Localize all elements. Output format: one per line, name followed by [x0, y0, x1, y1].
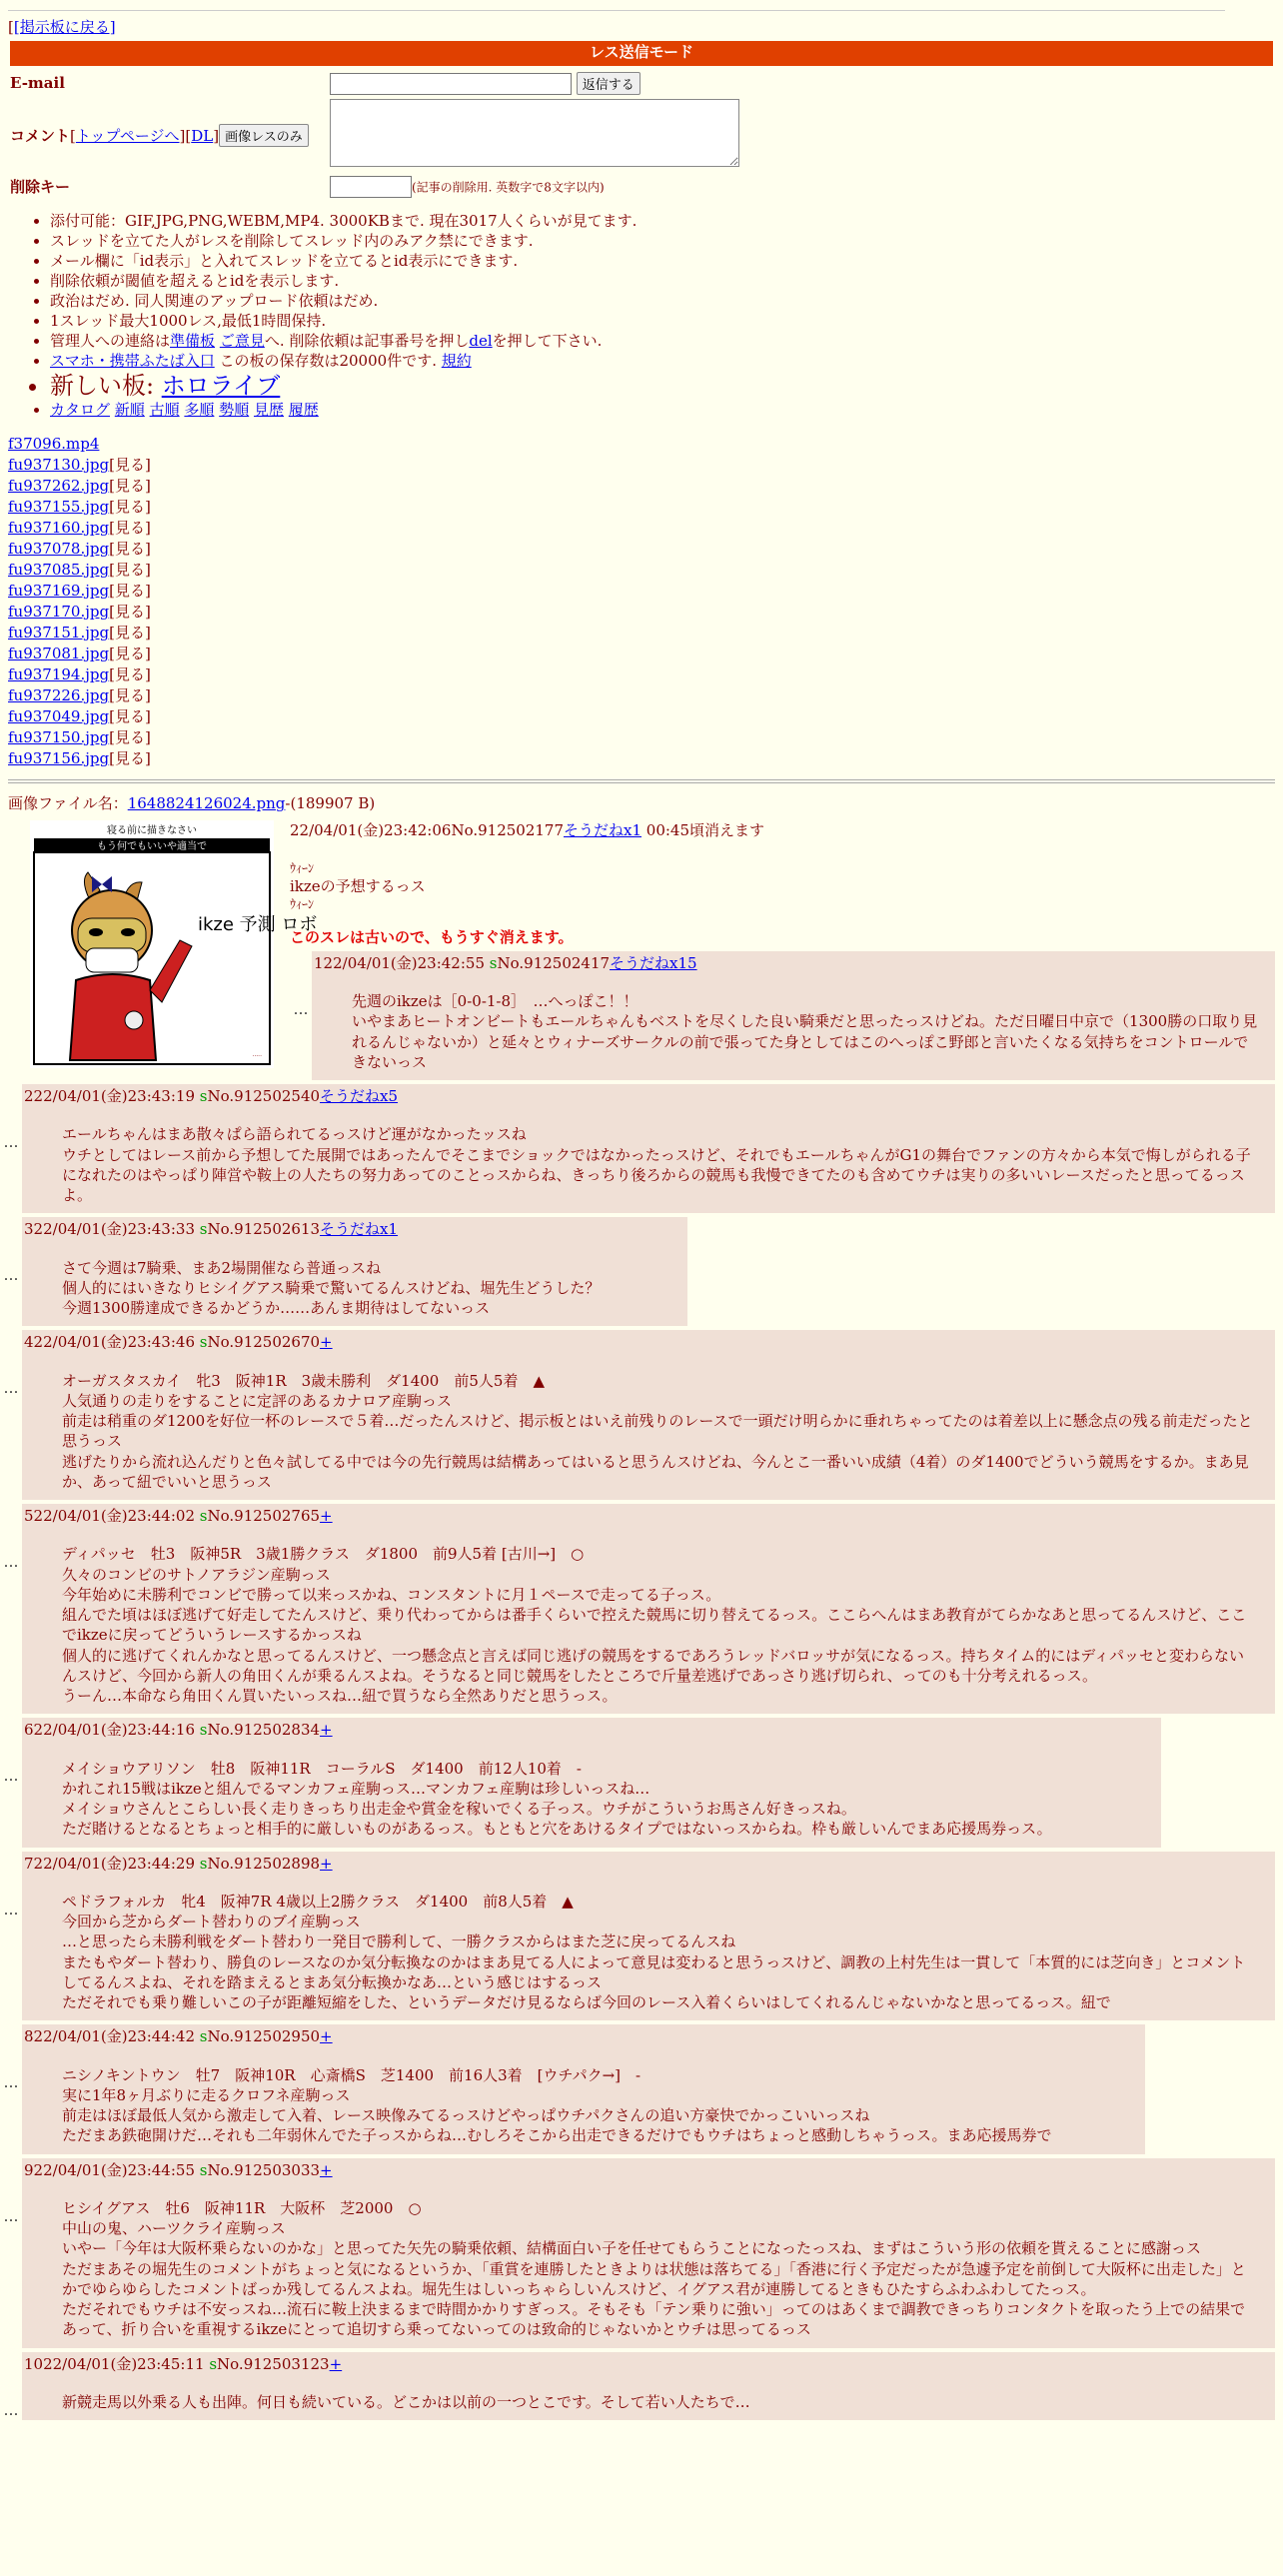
image-file-info: [8, 793, 1275, 813]
reply-line: 個人的に逃げてくれんかなと思ってるんスけど、一つ懸念点と言えば同じ逃げの競馬をするであろうレッドバロッサが気になるっス。持ちタイム的にはディパッセと変わらないんスけど、今回から新人の角田くんが乗るんスよね。そうなると同じ競馬をしたところで斤量差逃げであっさり逃げ切られ、ってのも十分考えれるっス。: [62, 1646, 1245, 1685]
soudane-link[interactable]: そうだねx15: [610, 953, 697, 972]
reply-post: [22, 1217, 687, 1326]
reply-date: 22/04/01(金)23:44:02: [33, 1507, 195, 1526]
file-link[interactable]: f37096.mp4: [8, 435, 100, 454]
reply-post: [22, 1504, 1275, 1714]
reply-post: [22, 1852, 1275, 2021]
file-item: [8, 560, 1275, 581]
view-link[interactable]: [見る]: [109, 749, 151, 768]
old-thread-warning: このスレは古いので、もうすぐ消えます。: [290, 927, 574, 946]
reply-sage: s: [199, 1721, 208, 1740]
reply-row: [0, 2024, 1275, 2153]
opinion-link[interactable]: ご意見: [219, 331, 265, 350]
reply-line: 今回から芝からダート替わりのブイ産駒っス: [62, 1913, 361, 1932]
reply-line: 前走はほぼ最低人気から激走して入着、レース映像みてるっスけどやっぱウチパクさんの追い方豪快でかっこいいっスね: [62, 2106, 870, 2125]
reply-no[interactable]: No.912502765: [207, 1507, 321, 1526]
view-link[interactable]: [見る]: [109, 644, 151, 663]
reply-meta: [24, 1086, 1267, 1106]
file-item: [8, 476, 1275, 497]
file-item: [8, 664, 1275, 685]
delete-key-label: 削除キー: [10, 178, 71, 197]
view-link[interactable]: [見る]: [109, 540, 151, 559]
dl-link[interactable]: DL: [191, 127, 214, 146]
reply-post: [22, 1330, 1275, 1500]
reply-line: ただそれでもウチは不安っスね…流石に鞍上決まるまで時間かかりすぎっス。そもそも「テン乗りに強い」ってのはあくまで調教できっちりコンタクトを取ったう上での結果であって、折り合いを重視するikzeにとって追切すら乗ってないってのは致命的じゃないかとウチは思ってるっス: [62, 2300, 1246, 2339]
soudane-link[interactable]: +: [320, 2027, 333, 2046]
reply-line: ただそれでも乗り難しいこの子が距離短縮をした、というデータだけ見るならば今回のレース入着くらいはしてくれるんじゃないかなと思ってるっス。紐で: [62, 1993, 1111, 2012]
image-file-link[interactable]: 1648824126024.png: [127, 794, 286, 813]
reply-marker: …: [3, 1133, 19, 1152]
reply-line: ただ賭けるとなるとちょっと相手的に厳しいものがあるっス。もともと穴をあけるタイプではないっスからね。枠も厳しいんでまあ応援馬券っス。: [62, 1820, 1052, 1839]
reply-body: [62, 1371, 1259, 1493]
file-link[interactable]: fu937150.jpg: [8, 728, 110, 747]
view-link[interactable]: [見る]: [109, 665, 151, 684]
file-item: [8, 518, 1275, 539]
reply-no[interactable]: No.912502417: [497, 953, 611, 972]
reply-marker: …: [3, 2400, 19, 2419]
reply-line: さて今週は7騎乗、まあ2場開催なら普通っスね: [62, 1258, 382, 1277]
reply-number: 3: [24, 1220, 34, 1239]
reply-no[interactable]: No.912503123: [217, 2354, 330, 2373]
reply-body: [62, 1124, 1259, 1205]
thread-divider: [8, 779, 1275, 783]
reply-marker: …: [3, 2073, 19, 2092]
reply-line: 新競走馬以外乗る人も出陣。何日も続いている。どこかは以前の一つとこです。そして若い人たちで…: [62, 2392, 750, 2411]
reply-sage: s: [199, 1333, 208, 1352]
file-link[interactable]: fu937155.jpg: [8, 498, 110, 517]
op-date-number: 22/04/01(金)23:42:06No.912502177: [290, 820, 564, 839]
reply-row: [0, 2158, 1275, 2348]
soudane-link[interactable]: +: [320, 1507, 333, 1526]
reply-line: ただまあ鉄砲開けだ…それも二年弱休んでた子っスからね…むしろそこから出走できるだけでもウチはちょっと感動しちゃうっス。まあ応援馬券で: [62, 2126, 1052, 2145]
reply-body: [62, 2392, 1259, 2412]
reply-date: 22/04/01(金)23:43:19: [33, 1087, 195, 1106]
reply-date: 22/04/01(金)23:44:16: [33, 1721, 195, 1740]
reply-body: [62, 1258, 671, 1319]
reply-sage: s: [199, 1854, 208, 1873]
sort-old-link[interactable]: 古順: [149, 400, 180, 419]
reply-row: [0, 1504, 1275, 1714]
reply-marker: …: [3, 1767, 19, 1786]
reply-row: [0, 1718, 1275, 1847]
reply-post: [22, 1084, 1275, 1213]
file-item: [8, 497, 1275, 518]
rule-admin-contact: [50, 332, 1275, 352]
reply-line: 先週のikzeは［0-0-1-8］ …へっぽこ！！: [352, 992, 639, 1011]
file-item: [8, 434, 1275, 455]
comment-textarea[interactable]: [330, 99, 739, 167]
soudane-link[interactable]: +: [320, 1721, 333, 1740]
reply-meta: [24, 2026, 1137, 2046]
reply-post: [22, 1718, 1161, 1847]
reply-marker: …: [3, 2206, 19, 2225]
reply-date: 22/04/01(金)23:44:42: [33, 2027, 195, 2046]
file-item: [8, 748, 1275, 769]
op-expire-text: 00:45頃消えます: [642, 820, 765, 839]
view-history-link[interactable]: 見歴: [253, 400, 284, 419]
reply-no[interactable]: No.912502898: [207, 1854, 321, 1873]
view-link[interactable]: [見る]: [109, 456, 151, 475]
reply-line: 組んでた頃はほぼ逃げて好走してたんスけど、乗り代わってからは番手くらいで控えた競馬に切り替えてるっス。ここらへんはまあ教育がてらかなあと思ってるんスけど、ここでikzeに戻ってどういうレースするかっスね: [62, 1606, 1247, 1645]
file-link[interactable]: fu937169.jpg: [8, 582, 110, 601]
op-line: ｳｨｰﾝ: [290, 860, 315, 875]
reply-line: メイショウさんとこらしい長く走りきっちり出走金や賞金を稼いでくる子っス。ウチがこういうお馬さん好きっスね。: [62, 1800, 856, 1819]
reply-row: [0, 1330, 1275, 1500]
reply-number: 10: [24, 2354, 44, 2373]
reply-sage: s: [199, 1087, 208, 1106]
reply-line: ウチとしてはレース前から予想してた展開ではあったんでそこまでショックではなかったっスけど、それでもエールちゃんがG1の舞台でファンの方々から本気で悔しがられる子になれたのはやっぱり陣営や鞍上の人たちの努力あってのことっスからね、きっちり後ろからの競馬も我慢できてたのも含めてウチは実りの多いいレースだったと思ってるっスよ。: [62, 1145, 1251, 1205]
rule-item: • 1スレッド最大1000レス,最低1時間保持.: [50, 312, 1275, 332]
rule-item: • メール欄に「id表示」と入れてスレッドを立てるとid表示にできます.: [50, 252, 1275, 272]
rule-item: • スレッドを立てた人がレスを削除してスレッド内のみアク禁にできます.: [50, 232, 1275, 252]
reply-post: [22, 2352, 1275, 2421]
view-link[interactable]: [見る]: [109, 519, 151, 538]
file-item: [8, 581, 1275, 602]
new-board-label: 新しい板:: [50, 371, 162, 400]
reply-number: 5: [24, 1507, 34, 1526]
reply-line: うーん…本命なら角田くん買いたいっスね…紐で買うなら全然ありだと思うっス。: [62, 1687, 618, 1706]
reply-no[interactable]: No.912502950: [207, 2027, 321, 2046]
file-link[interactable]: fu937194.jpg: [8, 665, 110, 684]
rule-item: • 削除依頼が閾値を超えるとidを表示します.: [50, 272, 1275, 292]
reply-line: ニシノキントウン 牡7 阪神10R 心斎橋S 芝1400 前16人3着 [ウチパク→] -: [62, 2065, 642, 2084]
file-item: [8, 623, 1275, 644]
reply-row: [0, 2352, 1275, 2421]
reply-line: 今年始めに未勝利でコンビで勝って以来っスかね、コンスタントに月１ペースで走ってる子っス。: [62, 1585, 721, 1604]
reply-body: [62, 1892, 1259, 2013]
file-link[interactable]: fu937081.jpg: [8, 644, 110, 663]
reply-form: E-mail 返信する コメント[トップページへ][DL] 画像レスのみ 削除キー (記事の削除用. 英数字で8文字以内): [8, 70, 741, 201]
img-caption-top: 寝る前に描きなさい: [107, 824, 197, 836]
reply-number: 1: [314, 953, 324, 972]
view-link[interactable]: [見る]: [109, 498, 151, 517]
file-link[interactable]: fu937130.jpg: [8, 456, 110, 475]
reply-marker: …: [3, 1379, 19, 1398]
reply-number: 7: [24, 1854, 34, 1873]
reply-no[interactable]: No.912502670: [207, 1333, 321, 1352]
file-link[interactable]: fu937078.jpg: [8, 540, 110, 559]
reply-meta: [24, 1219, 679, 1239]
submit-reply-button[interactable]: 返信する: [577, 72, 641, 95]
reply-post: [312, 951, 1275, 1080]
reply-row: [0, 1084, 1275, 1213]
sort-new-link[interactable]: 新順: [114, 400, 145, 419]
reply-meta: [24, 1332, 1267, 1352]
reply-date: 22/04/01(金)23:43:33: [33, 1220, 195, 1239]
file-item: [8, 644, 1275, 664]
file-link[interactable]: fu937085.jpg: [8, 561, 110, 580]
board-rules: [8, 212, 1275, 420]
terms-link[interactable]: 規約: [441, 351, 472, 370]
view-link[interactable]: [見る]: [109, 624, 151, 643]
rule-item: • 添付可能：GIF,JPG,PNG,WEBM,MP4. 3000KBまで. 現在3017人くらいが見てます.: [50, 212, 1275, 232]
email-label: E-mail: [10, 74, 65, 93]
sort-momentum-link[interactable]: 勢順: [219, 400, 250, 419]
file-link[interactable]: fu937151.jpg: [8, 624, 110, 643]
catalog-link[interactable]: カタログ: [50, 400, 111, 419]
comment-label: コメント: [10, 127, 71, 146]
reply-line: 人気通りの走りをすることに定評のあるカナロア産駒っス: [62, 1391, 453, 1410]
reply-line: 前走は稍重のダ1200を好位一杯のレースで５着…だったんスけど、掲示板とはいえ前残りのレースで一頭だけ明らかに垂れちゃってたのは着差以上に懸念点の残る前走だったと思うっス: [62, 1412, 1253, 1451]
file-link[interactable]: fu937049.jpg: [8, 707, 110, 726]
file-item: [8, 539, 1275, 560]
reply-row: [0, 1217, 1275, 1326]
reply-sage: s: [199, 1507, 208, 1526]
reply-meta: [24, 1720, 1153, 1740]
reply-line: エールちゃんはまあ散々ぱら語られてるっスけど運がなかったッスね: [62, 1125, 527, 1144]
reply-number: 4: [24, 1333, 34, 1352]
image-file-size: -(189907 B): [285, 794, 376, 813]
prep-board-link[interactable]: 準備板: [170, 331, 216, 350]
reply-number: 9: [24, 2160, 34, 2179]
top-divider: [8, 10, 1225, 11]
reply-number: 2: [24, 1087, 34, 1106]
reply-marker: …: [293, 999, 309, 1018]
rule-text: この板の保存数は20000件です.: [214, 351, 442, 370]
reply-marker: …: [3, 1900, 19, 1919]
reply-sage: s: [209, 2354, 218, 2373]
back-link-text[interactable]: [掲示板に戻る]: [13, 18, 116, 36]
file-link[interactable]: fu937226.jpg: [8, 686, 110, 705]
del-link[interactable]: del: [469, 331, 493, 350]
reply-row: [290, 951, 1275, 1080]
reply-line: ただまあその堀先生のコメントがちょっと気になるというか、「重賞を連勝したときよりは状態は落ちてる」「香港に行く予定だったが急遽予定を前倒して大阪杯に出走した」とかでゆらゆらしたコメントばっか残してるんスよね。堀先生はしいっちゃらしいんスけど、イグアス君が連勝してるときもひたすらふわふわしてたっス。: [62, 2259, 1246, 2298]
reply-sage: s: [199, 2160, 208, 2179]
reply-no[interactable]: No.912503033: [207, 2160, 321, 2179]
reply-line: 今週1300勝達成できるかどうか……あんま期待はしてないっス: [62, 1299, 491, 1318]
reply-date: 22/04/01(金)23:42:55: [323, 953, 485, 972]
reply-marker: …: [3, 1266, 19, 1285]
image-only-button[interactable]: 画像レスのみ: [219, 124, 309, 147]
file-link[interactable]: fu937262.jpg: [8, 477, 110, 496]
svg-text:·····: ·····: [252, 1052, 262, 1060]
rule-item: • 政治はだめ. 同人関連のアップロード依頼はだめ.: [50, 292, 1275, 312]
file-link[interactable]: fu937160.jpg: [8, 519, 110, 538]
reply-line: 中山の鬼、ハーツクライ産駒っス: [62, 2219, 286, 2238]
catalog-links: [50, 401, 1275, 421]
hololive-board-link[interactable]: ホロライブ: [161, 371, 281, 400]
reply-line: メイショウアリソン 牡8 阪神11R コーラルS ダ1400 前12人10着 -: [62, 1759, 582, 1778]
reply-post: [22, 2158, 1275, 2348]
file-link[interactable]: fu937156.jpg: [8, 749, 110, 768]
file-item: [8, 706, 1275, 727]
history-link[interactable]: 履歴: [288, 400, 319, 419]
view-link[interactable]: [見る]: [109, 707, 151, 726]
reply-meta: [24, 1506, 1267, 1526]
soudane-link[interactable]: +: [320, 1333, 333, 1352]
reply-sage: s: [199, 2027, 208, 2046]
reply-meta: [24, 2160, 1267, 2180]
reply-date: 22/04/01(金)23:44:55: [33, 2160, 195, 2179]
op-line: ｳｨｰﾝ: [290, 897, 315, 912]
reply-line: ディパッセ 牡3 阪神5R 3歳1勝クラス ダ1800 前9人5着 [古川→] ○: [62, 1545, 585, 1564]
reply-no[interactable]: No.912502540: [207, 1087, 321, 1106]
reply-marker: …: [3, 1553, 19, 1572]
view-link[interactable]: [見る]: [109, 686, 151, 705]
rule-mobile: [50, 352, 1275, 372]
file-item: [8, 685, 1275, 706]
reply-line: いやまあヒートオンビートもエールちゃんもベストを尽くした良い騎乗だと思ったっスけどね。ただ日曜日中京で（1300勝の口取り見れるんじゃないか）と延々とウィナーズサークルの前で張ってた身としてはこのへっぽこ野郎と言いたくなる気持ちをコントロールできないっス: [352, 1012, 1258, 1071]
mobile-entrance-link[interactable]: スマホ・携帯ふたば入口: [50, 351, 215, 370]
reply-line: 逃げたりから流れ込んだりと色々試してる中では今の先行競馬は結構あってはいると思うんスけどね、今んとこ一番いい成績（4着）のダ1400でどういう競馬をするか。まあ見か、あって紐でいいと思うっス: [62, 1452, 1249, 1491]
reply-line: いやー「今年は大阪杯乗らないのかな」と思ってた矢先の騎乗依頼、結構面白い子を任せてもらうことになったっスね、まずはこういう形の依頼を貰えることに感謝っス: [62, 2239, 1202, 2258]
reply-line: またもやダート替わり、勝負のレースなのか気分転換なのかはまあ見てる人によって意見は変わると思うっスけど、調教の上村先生は一貫して「本質的には芝向き」とコメントしてるんスよね、それを踏まえるとまあ気分転換かなあ…という感じはするっス: [62, 1952, 1246, 1991]
soudane-link[interactable]: そうだねx5: [320, 1087, 399, 1106]
reply-date: 22/04/01(金)23:43:46: [33, 1333, 195, 1352]
rule-text: へ. 削除依頼は記事番号を押し: [264, 331, 470, 350]
reply-body: [62, 2198, 1259, 2340]
view-link[interactable]: [見る]: [109, 561, 151, 580]
reply-date: 22/04/01(金)23:45:11: [43, 2354, 205, 2373]
reply-row: [0, 1852, 1275, 2021]
reply-sage: s: [199, 1220, 208, 1239]
reply-meta: [24, 2354, 1267, 2374]
soudane-link[interactable]: そうだねx1: [320, 1220, 399, 1239]
file-item: [8, 602, 1275, 623]
reply-line: ヒシイグアス 牡6 阪神11R 大阪杯 芝2000 ○: [62, 2198, 422, 2217]
reply-line: …と思ったら未勝利戦をダート替わり一発目で勝利して、一勝クラスからはまた芝に戻ってるんスね: [62, 1932, 736, 1951]
file-item: [8, 455, 1275, 476]
new-board-notice: [50, 372, 1275, 401]
delete-key-field[interactable]: [330, 176, 412, 198]
reply-number: 8: [24, 2027, 34, 2046]
reply-no[interactable]: No.912502834: [207, 1721, 321, 1740]
reply-post: [22, 2024, 1145, 2153]
email-field[interactable]: [330, 73, 572, 95]
soudane-link[interactable]: +: [320, 2160, 333, 2179]
file-link[interactable]: fu937170.jpg: [8, 603, 110, 622]
reply-line: ペドラフォルカ 牝4 阪神7R 4歳以上2勝クラス ダ1400 前8人5着 ▲: [62, 1892, 574, 1911]
img-text: ikze 予測 ロボ: [198, 913, 318, 935]
top-page-link[interactable]: トップページへ: [75, 127, 180, 146]
reply-line: 実に1年8ヶ月ぶりに走るクロフネ産駒っス: [62, 2085, 351, 2104]
soudane-link[interactable]: +: [320, 1854, 333, 1873]
reply-body: [352, 991, 1259, 1072]
reply-meta: [314, 953, 1267, 973]
reply-line: かれこれ15戦はikzeと組んでるマンカフェ産駒っス…マンカフェ産駒は珍しいっスね…: [62, 1779, 650, 1798]
op-post: [8, 820, 1275, 1080]
reply-line: オーガスタスカイ 牝3 阪神1R 3歳未勝利 ダ1400 前5人5着 ▲: [62, 1371, 545, 1390]
soudane-link[interactable]: +: [329, 2354, 343, 2373]
sort-many-link[interactable]: 多順: [184, 400, 215, 419]
reply-sage: s: [489, 953, 498, 972]
back-to-board-link[interactable]: [[掲示板に戻る]: [8, 18, 116, 36]
rule-text: を押して下さい.: [492, 331, 603, 350]
delete-key-note: (記事の削除用. 英数字で8文字以内): [412, 180, 605, 195]
reply-line: 個人的にはいきなりヒシイグアス騎乗で驚いてるんスけどね、堀先生どうした？: [62, 1278, 601, 1297]
reply-line: 久々のコンビのサトノアラジン産駒っス: [62, 1565, 331, 1584]
reply-number: 6: [24, 1721, 34, 1740]
reply-body: [62, 1759, 1145, 1840]
view-link[interactable]: [見る]: [109, 477, 151, 496]
reply-body: [62, 1544, 1259, 1706]
op-line: ikzeの予想するっス: [290, 877, 426, 896]
reply-mode-banner: レス送信モード: [10, 41, 1273, 65]
view-link[interactable]: [見る]: [109, 603, 151, 622]
view-link[interactable]: [見る]: [109, 582, 151, 601]
rule-text: 管理人への連絡は: [50, 331, 171, 350]
reply-meta: [24, 1854, 1267, 1874]
view-link[interactable]: [見る]: [109, 728, 151, 747]
reply-date: 22/04/01(金)23:44:29: [33, 1854, 195, 1873]
image-file-label: 画像ファイル名：: [8, 794, 128, 813]
file-item: [8, 727, 1275, 748]
reply-no[interactable]: No.912502613: [207, 1220, 321, 1239]
uploaded-files-list: [8, 434, 1275, 769]
img-caption-bar: もう何でもいいや適当で: [97, 840, 207, 852]
op-soudane-link[interactable]: そうだねx1: [564, 820, 642, 839]
reply-body: [62, 2065, 1129, 2146]
